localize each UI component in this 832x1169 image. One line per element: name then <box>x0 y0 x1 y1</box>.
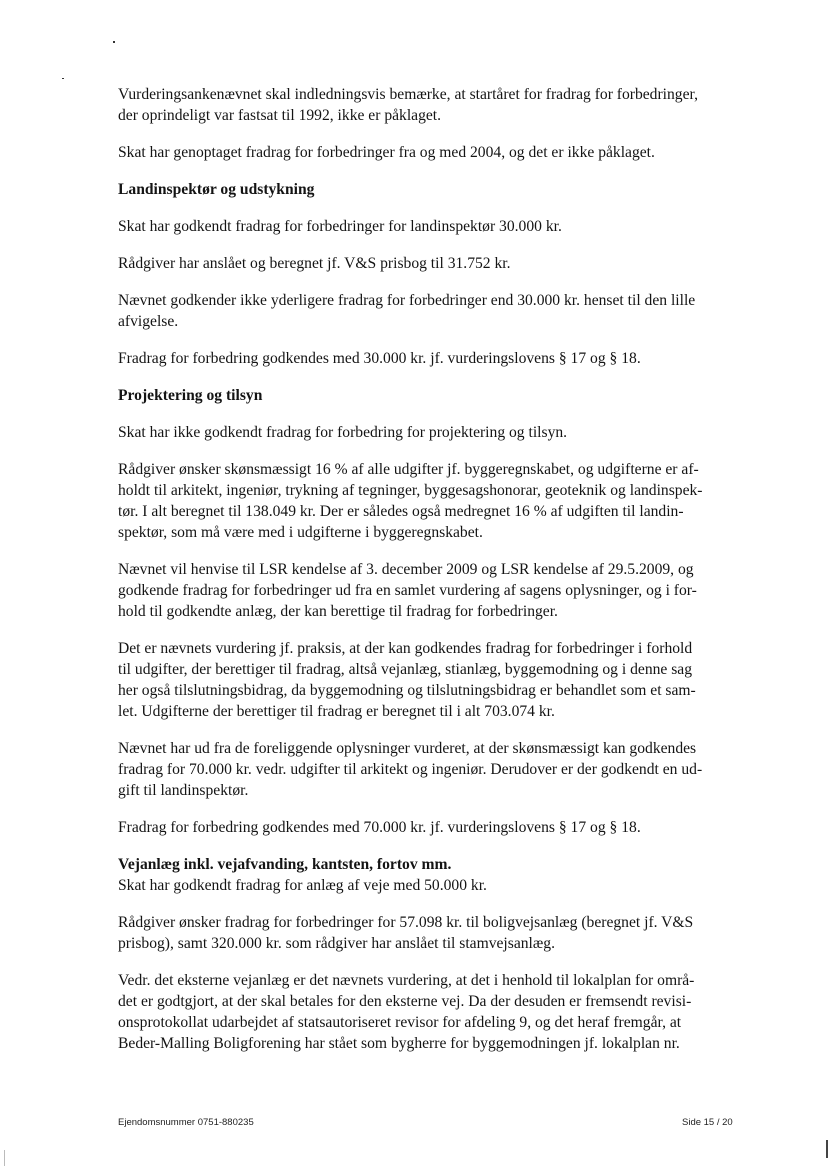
paragraph-line: Skat har godkendt fradrag for anlæg af veje med 50.000 kr. <box>118 877 487 894</box>
paragraph-line: Vurderingsankenævnet skal indledningsvis bemærke, at startåret for fradrag for forbedringer, <box>118 86 698 103</box>
paragraph-line: hold til godkendte anlæg, der kan berettige til fradrag for forbedringer. <box>118 603 558 620</box>
paragraph-line: det er godtgjort, at der skal betales for den eksterne vej. Da der desuden er fremsendt revisi- <box>118 993 692 1010</box>
paragraph-line: let. Udgifterne der berettiger til fradrag er beregnet til i alt 703.074 kr. <box>118 703 555 720</box>
paragraph <box>118 216 750 237</box>
footer-property-number: Ejendomsnummer 0751-880235 <box>118 1117 254 1128</box>
scan-edge-mark <box>4 1150 5 1166</box>
paragraph <box>118 84 750 126</box>
paragraph-line: godkende fradrag for forbedringer ud fra en samlet vurdering af sagens oplysninger, og i for- <box>118 582 697 599</box>
scan-speck <box>62 78 64 79</box>
footer-page-number: Side 15 / 20 <box>682 1117 733 1128</box>
paragraph <box>118 422 750 443</box>
heading-text: Landinspektør og udstykning <box>118 181 315 198</box>
paragraph <box>118 459 750 543</box>
paragraph <box>118 738 750 801</box>
paragraph-line: her også tilslutningsbidrag, da byggemodning og tilslutningsbidrag er behandlet som et sam- <box>118 682 696 699</box>
paragraph-line: Skat har genoptaget fradrag for forbedringer fra og med 2004, og det er ikke påklaget. <box>118 144 655 161</box>
paragraph-line: tør. I alt beregnet til 138.049 kr. Der er således også medregnet 16 % af udgiften til landin- <box>118 503 684 520</box>
paragraph-line: onsprotokollat udarbejdet af statsautoriseret revisor for afdeling 9, og det heraf fremgår, at <box>118 1014 682 1031</box>
paragraph-line: Nævnet godkender ikke yderligere fradrag for forbedringer end 30.000 kr. henset til den lille <box>118 292 696 309</box>
paragraph-line: Skat har godkendt fradrag for forbedringer for landinspektør 30.000 kr. <box>118 218 562 235</box>
paragraph-line: gift til landinspektør. <box>118 782 249 799</box>
section-heading <box>118 854 750 875</box>
scan-speck <box>113 41 115 43</box>
paragraph <box>118 638 750 722</box>
paragraph <box>118 875 750 896</box>
paragraph-line: der oprindeligt var fastsat til 1992, ikke er påklaget. <box>118 107 442 124</box>
paragraph-line: afvigelse. <box>118 313 179 330</box>
heading-text: Vejanlæg inkl. vejafvanding, kantsten, fortov mm. <box>118 856 452 873</box>
paragraph <box>118 970 750 1054</box>
paragraph-line: Skat har ikke godkendt fradrag for forbedring for projektering og tilsyn. <box>118 424 568 441</box>
paragraph <box>118 559 750 622</box>
paragraph <box>118 817 750 838</box>
paragraph-line: Vedr. det eksterne vejanlæg er det nævnets vurdering, at det i henhold til lokalplan for områ- <box>118 972 695 989</box>
paragraph-line: prisbog), samt 320.000 kr. som rådgiver har anslået til stamvejsanlæg. <box>118 935 555 952</box>
paragraph <box>118 253 750 274</box>
paragraph <box>118 142 750 163</box>
heading-text: Projektering og tilsyn <box>118 387 263 404</box>
paragraph <box>118 290 750 332</box>
paragraph-line: til udgifter, der berettiger til fradrag, altså vejanlæg, stianlæg, byggemodning og i denne sag <box>118 661 693 678</box>
paragraph-line: Fradrag for forbedring godkendes med 70.000 kr. jf. vurderingslovens § 17 og § 18. <box>118 819 641 836</box>
paragraph-line: Nævnet har ud fra de foreliggende oplysninger vurderet, at der skønsmæssigt kan godkendes <box>118 740 697 757</box>
paragraph-line: Fradrag for forbedring godkendes med 30.000 kr. jf. vurderingslovens § 17 og § 18. <box>118 350 641 367</box>
paragraph-line: Rådgiver ønsker fradrag for forbedringer for 57.098 kr. til boligvejsanlæg (beregnet jf. V&S <box>118 914 694 931</box>
paragraph-line: Rådgiver ønsker skønsmæssigt 16 % af alle udgifter jf. byggeregnskabet, og udgifterne er af- <box>118 461 699 478</box>
paragraph <box>118 912 750 954</box>
section-heading <box>118 385 750 406</box>
document-body <box>118 84 750 1070</box>
paragraph-line: Nævnet vil henvise til LSR kendelse af 3. december 2009 og LSR kendelse af 29.5.2009, og <box>118 561 694 578</box>
paragraph-line: holdt til arkitekt, ingeniør, trykning af tegninger, byggesagshonorar, geoteknik og landinspek- <box>118 482 703 499</box>
section-heading <box>118 179 750 200</box>
paragraph <box>118 348 750 369</box>
paragraph-line: spektør, som må være med i udgifterne i byggeregnskabet. <box>118 524 483 541</box>
paragraph-line: fradrag for 70.000 kr. vedr. udgifter til arkitekt og ingeniør. Derudover er der godkendt en ud- <box>118 761 703 778</box>
paragraph-line: Beder-Malling Boligforening har stået som bygherre for byggemodningen jf. lokalplan nr. <box>118 1035 680 1052</box>
paragraph-line: Rådgiver har anslået og beregnet jf. V&S prisbog til 31.752 kr. <box>118 255 511 272</box>
paragraph-line: Det er nævnets vurdering jf. praksis, at der kan godkendes fradrag for forbedringer i forhold <box>118 640 693 657</box>
scan-edge-mark <box>826 1140 828 1158</box>
